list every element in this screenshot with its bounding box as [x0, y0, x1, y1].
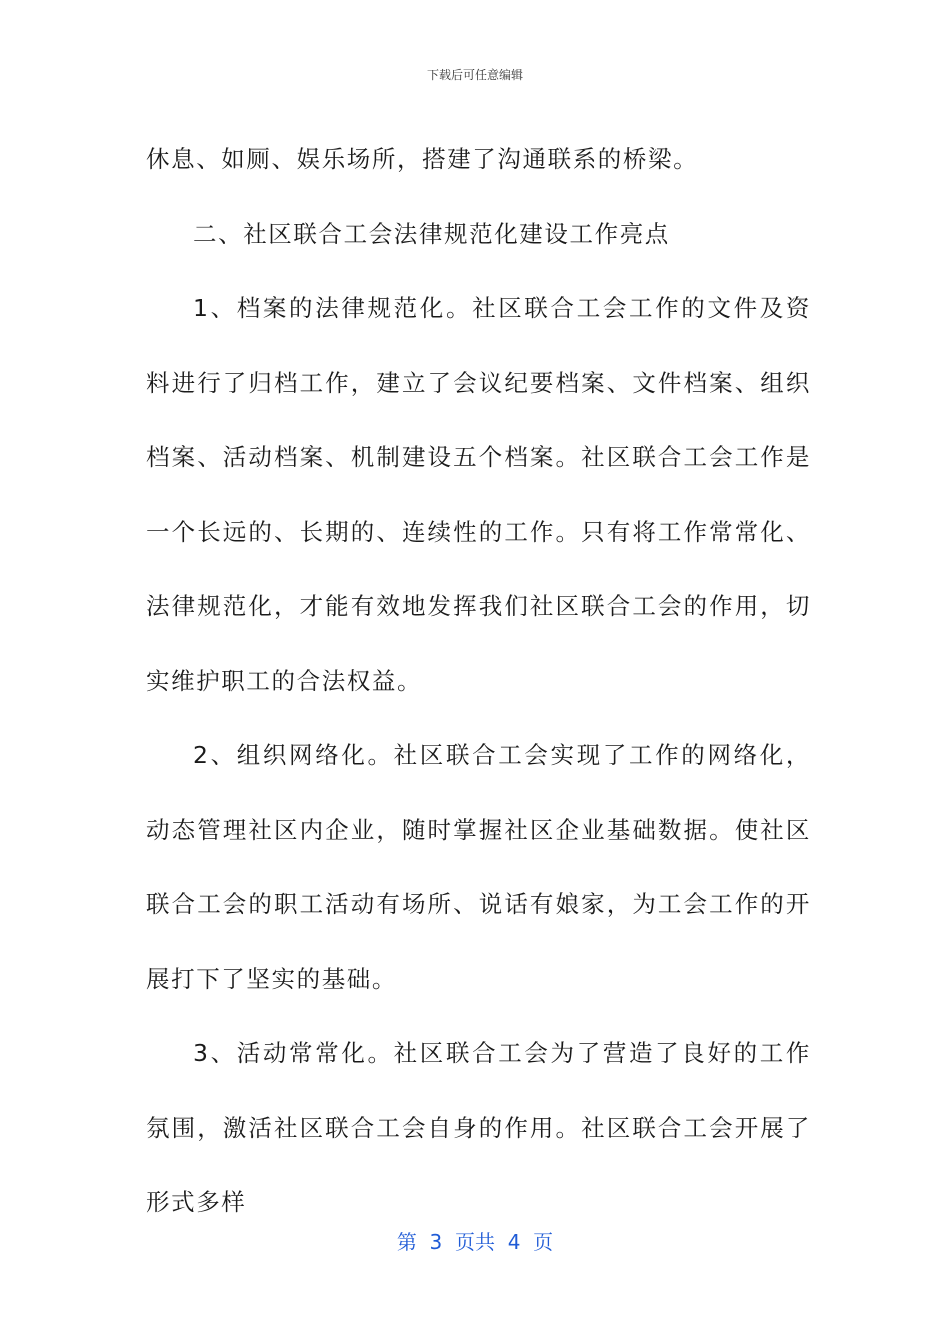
document-body: [146, 122, 811, 1240]
paragraph-activities: 3、活动常常化。社区联合工会为了营造了良好的工作氛围，激活社区联合工会自身的作用。社区联合工会开展了形式多样: [146, 1039, 811, 1216]
page-header: 下载后可任意编辑: [426, 68, 523, 82]
page-number-footer: 第 3 页共 4 页: [396, 1230, 554, 1254]
paragraph-archives: 1、档案的法律规范化。社区联合工会工作的文件及资料进行了归档工作，建立了会议纪要档案、文件档案、组织档案、活动档案、机制建设五个档案。社区联合工会工作是一个长远的、长期的、连续性的工作。只有将工作常常化、法律规范化，才能有效地发挥我们社区联合工会的作用，切实维护职工的合法权益。: [146, 294, 811, 695]
section-heading: 二、社区联合工会法律规范化建设工作亮点: [193, 219, 670, 248]
paragraph-continuation: 休息、如厕、娱乐场所，搭建了沟通联系的桥梁。: [146, 145, 699, 173]
paragraph-network: 2、组织网络化。社区联合工会实现了工作的网络化，动态管理社区内企业，随时掌握社区企业基础数据。使社区联合工会的职工活动有场所、说话有娘家，为工会工作的开展打下了坚实的基础。: [146, 741, 811, 993]
